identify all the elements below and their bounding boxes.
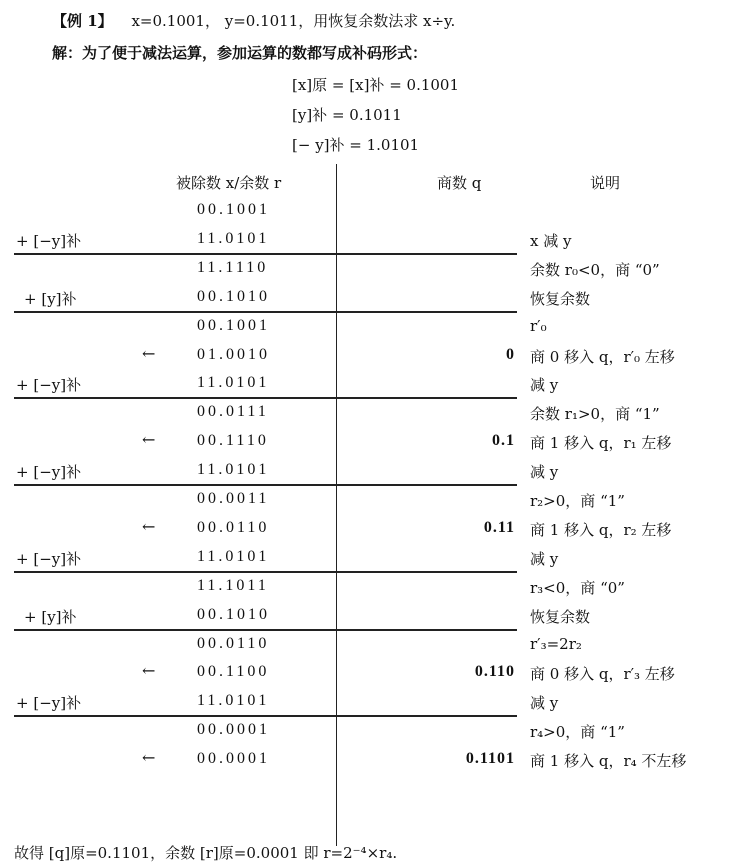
quotient-value: 0.1	[492, 432, 515, 450]
header-note: 说明	[590, 174, 621, 192]
table-row	[0, 370, 744, 398]
step-note: r₄>0，商 “1”	[530, 723, 625, 742]
register-value: 11.1110	[197, 258, 269, 276]
register-value: 00.0001	[197, 750, 270, 768]
problem-statement: x=0.1001， y=0.1011，用恢复余数法求 x÷y.	[131, 12, 456, 30]
register-value: 00.0011	[197, 490, 270, 507]
step-note: 商 1 移入 q，r₁ 左移	[530, 434, 672, 453]
shift-left-arrow-icon: ←	[142, 661, 156, 681]
shift-left-arrow-icon: ←	[142, 430, 156, 450]
register-value: 00.1001	[197, 316, 270, 334]
register-value: 00.1110	[197, 432, 269, 450]
register-value: 01.0010	[197, 345, 270, 363]
register-value: 00.0110	[197, 518, 270, 536]
operation-label: + [y]补	[24, 289, 77, 308]
header-dividend: 被除数 x/余数 r	[176, 174, 282, 192]
register-value: 00.1100	[197, 663, 270, 681]
quotient-value: 0.11	[483, 518, 515, 536]
table-row	[0, 515, 744, 543]
step-note: 商 0 移入 q，r′₀ 左移	[530, 347, 675, 366]
register-value: 00.1001	[197, 201, 270, 218]
equation-neg-y: [− y]补 = 1.0101	[292, 136, 420, 154]
table-row	[0, 226, 744, 254]
operation-label: + [−y]补	[16, 463, 82, 482]
example-heading	[52, 10, 455, 31]
quotient-value: 0	[506, 345, 515, 363]
table-row	[0, 659, 744, 687]
table-row	[0, 197, 744, 225]
register-value: 11.0101	[197, 692, 270, 710]
table-row	[0, 428, 744, 456]
step-note: 恢复余数	[530, 607, 591, 626]
register-value: 00.0111	[197, 403, 269, 421]
table-row	[0, 746, 744, 774]
quotient-value: 0.110	[474, 663, 515, 681]
table-row	[0, 573, 744, 601]
register-value: 11.1011	[197, 576, 269, 594]
step-note: 减 y	[530, 376, 559, 395]
register-value: 11.0101	[197, 461, 270, 479]
table-row	[0, 255, 744, 283]
header-quotient: 商数 q	[437, 174, 482, 192]
table-row	[0, 544, 744, 572]
table-row	[0, 717, 744, 745]
table-row	[0, 457, 744, 485]
table-row	[0, 688, 744, 716]
table-row	[0, 284, 744, 312]
table-row	[0, 631, 744, 659]
operation-label: + [y]补	[24, 607, 77, 626]
step-note: r′₀	[530, 316, 547, 335]
step-note: 余数 r₀<0，商 “0”	[530, 260, 660, 279]
step-note: r′₃=2r₂	[530, 634, 582, 653]
solution-intro: 解：为了便于减法运算，参加运算的数都写成补码形式：	[52, 44, 428, 62]
step-note: 减 y	[530, 463, 559, 482]
step-note: 恢复余数	[530, 289, 591, 308]
operation-label: + [−y]补	[16, 694, 82, 713]
table-row	[0, 399, 744, 427]
register-value: 11.0101	[197, 547, 270, 565]
shift-left-arrow-icon: ←	[142, 516, 156, 536]
register-value: 00.0001	[197, 721, 270, 739]
step-note: 商 1 移入 q，r₂ 左移	[530, 520, 672, 539]
register-value: 00.1010	[197, 287, 270, 305]
operation-label: + [−y]补	[16, 376, 82, 395]
equation-y: [y]补 = 0.1011	[292, 106, 402, 124]
register-value: 11.0101	[197, 229, 270, 247]
table-row	[0, 602, 744, 630]
table-row	[0, 342, 744, 370]
equation-x: [x]原 = [x]补 = 0.1001	[292, 76, 460, 94]
quotient-value: 0.1101	[465, 750, 515, 768]
conclusion: 故得 [q]原=0.1101，余数 [r]原=0.0001 即 r=2⁻⁴×r₄.	[14, 844, 398, 862]
step-note: 商 1 移入 q，r₄ 不左移	[530, 752, 687, 771]
register-value: 00.0110	[197, 634, 270, 652]
shift-left-arrow-icon: ←	[142, 343, 156, 363]
step-note: r₃<0，商 “0”	[530, 578, 625, 597]
step-note: 减 y	[530, 549, 559, 568]
example-label: 【例 1】	[52, 12, 113, 30]
step-note: r₂>0，商 “1”	[530, 492, 625, 510]
step-note: 余数 r₁>0，商 “1”	[530, 405, 660, 424]
step-note: x 减 y	[530, 231, 572, 250]
step-note: 减 y	[530, 694, 559, 713]
shift-left-arrow-icon: ←	[142, 748, 156, 768]
operation-label: + [−y]补	[16, 231, 82, 250]
table-row	[0, 313, 744, 341]
table-row	[0, 486, 744, 514]
operation-label: + [−y]补	[16, 549, 82, 568]
register-value: 11.0101	[197, 374, 270, 392]
step-note: 商 0 移入 q，r′₃ 左移	[530, 665, 675, 684]
register-value: 00.1010	[197, 605, 270, 623]
